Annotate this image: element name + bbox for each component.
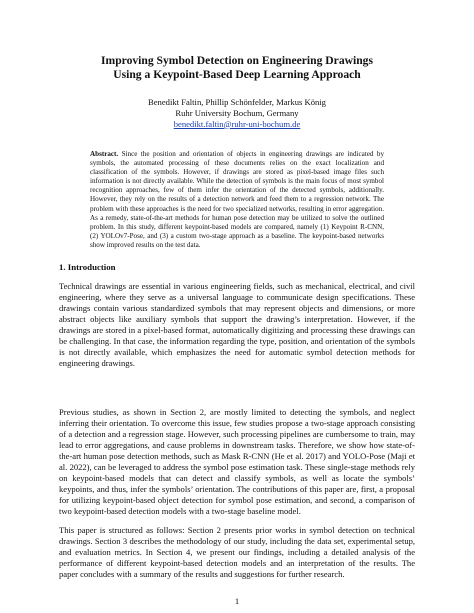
- title-line-1: Improving Symbol Detection on Engineering Drawings: [101, 54, 373, 67]
- intro-paragraph-1: Technical drawings are essential in various engineering fields, such as mechanical, electrical, and civil engineering, where they serve as a universal language to communicate design specifications. These drawings contain various standardized symbols that may represent objects and dimensions, or more abstract objects like auxiliary symbols that support the drawing’s interpretation. However, if the drawings are stored in a pixel-based format, automatically digitizing and processing these drawings can be challenging. In that case, the information regarding the type, position, and orientation of the symbols is not directly available, which emphasizes the need for automatic symbol detection methods for engineering drawings.: [59, 281, 415, 369]
- intro-paragraph-2: Previous studies, as shown in Section 2, are mostly limited to detecting the symbols, and neglect inferring their orientation. To overcome this issue, few studies propose a two-stage approach consisting of a detection and a regression stage. However, such processing pipelines are cumbersome to train, may lead to error aggregations, and cause problems in downstream tasks. Therefore, we show how state-of-the-art human pose detection methods, such as Mask R-CNN (He et al. 2017) and YOLO-Pose (Maji et al. 2022), can be leveraged to address the symbol pose estimation task. These single-stage methods rely on keypoint-based models that can detect and classify symbols, as well as locate the symbols’ keypoints, and thus, infer the symbols’ orientation. The contributions of this paper are, first, a proposal for utilizing keypoint-based object detection for symbol pose estimation, and second, a comparison of two keypoint-based detection models with a two-stage baseline model.: [59, 407, 415, 517]
- section-heading-introduction: 1. Introduction: [59, 262, 116, 272]
- page-number: 1: [234, 596, 240, 606]
- author-affiliation: Ruhr University Bochum, Germany: [175, 107, 299, 118]
- author-names: Benedikt Faltin, Phillip Schönfelder, Markus König: [148, 97, 326, 107]
- author-block: [60, 97, 414, 129]
- abstract: [90, 150, 384, 250]
- paper-title: [60, 54, 414, 82]
- abstract-label: Abstract.: [90, 150, 119, 158]
- author-email-link[interactable]: benedikt.faltin@ruhr-uni-bochum.de: [173, 118, 301, 129]
- title-line-2: Using a Keypoint-Based Deep Learning Approach: [113, 68, 361, 81]
- intro-paragraph-3: This paper is structured as follows: Section 2 presents prior works in symbol detection on technical drawings. Section 3 describes the methodology of our study, including the data set, experimental setup, and evaluation metrics. In Section 4, we present our findings, including a detailed analysis of the performance of different keypoint-based detection models and an interpretation of the results. The paper concludes with a summary of the results and suggestions for further research.: [59, 525, 415, 580]
- abstract-text: Since the position and orientation of objects in engineering drawings are indicated by symbols, the automated processing of these documents relies on the exact localization and classification of the symbols. However, if drawings are stored as pixel-based image files such information is not directly available. While the detection of symbols is the main focus of most symbol recognition approaches, few of them infer the orientation of the detected symbols, additionally. However, they rely on the results of a detection network and feed them to a regression network. The problem with these approaches is the need for two specialized networks, resulting in error aggregation. As a remedy, state-of-the-art methods for human pose detection may be utilized to solve the outlined problem. In this study, different keypoint-based models are compared, namely (1) Keypoint R-CNN, (2) YOLOv7-Pose, and (3) a custom two-stage approach as a baseline. The keypoint-based networks show improved results on the test data.: [90, 150, 384, 249]
